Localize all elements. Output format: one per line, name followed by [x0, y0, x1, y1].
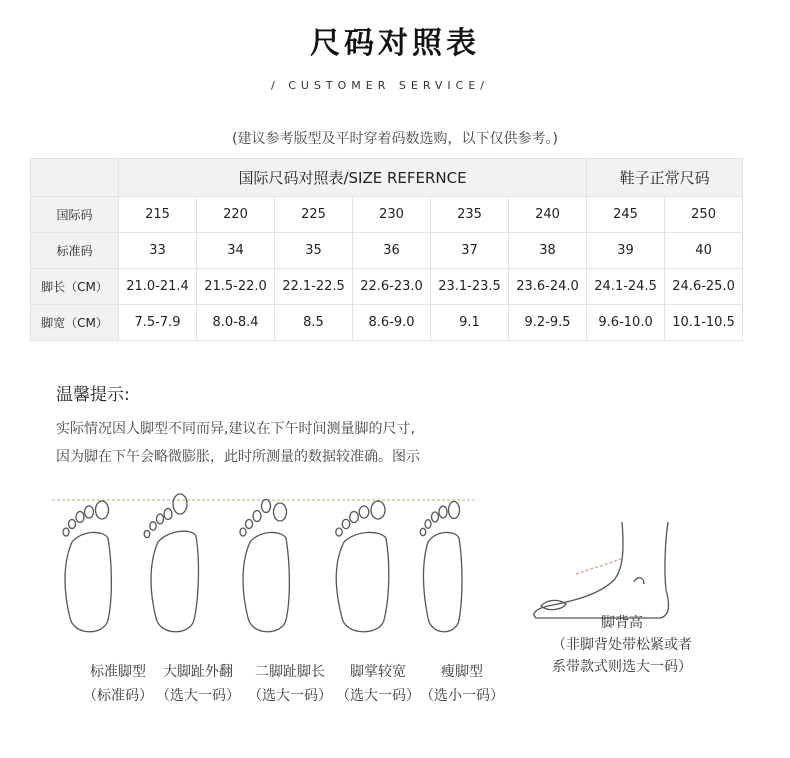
foot-type-advice: （选大一码）: [336, 688, 420, 704]
reference-note: (建议参考版型及平时穿着码数选购，以下仅供参考。): [232, 131, 558, 147]
foot-type-advice: （选大一码）: [248, 688, 332, 704]
table-cell: 36: [353, 233, 431, 269]
table-row: [31, 269, 743, 305]
page-subtitle: / CUSTOMER SERVICE/: [271, 79, 489, 92]
bunion-foot-icon: [144, 494, 198, 632]
size-table: [30, 158, 743, 341]
table-cell: 22.6-23.0: [353, 269, 431, 305]
table-cell: 21.5-22.0: [197, 269, 275, 305]
table-corner-cell: [31, 159, 119, 197]
table-cell: 9.6-10.0: [587, 305, 665, 341]
instep-advice-line-2: 系带款式则选大一码）: [552, 659, 692, 675]
table-cell: 34: [197, 233, 275, 269]
table-cell: 240: [509, 197, 587, 233]
table-cell: 21.0-21.4: [119, 269, 197, 305]
table-cell: 235: [431, 197, 509, 233]
page-title: 尺码对照表: [310, 26, 480, 61]
table-cell: 220: [197, 197, 275, 233]
foot-type-name: 瘦脚型: [441, 664, 483, 680]
row-label: 标准码: [31, 233, 119, 269]
table-cell: 8.5: [275, 305, 353, 341]
table-cell: 23.6-24.0: [509, 269, 587, 305]
table-cell: 39: [587, 233, 665, 269]
tips-title: 温馨提示:: [56, 385, 130, 405]
table-cell: 230: [353, 197, 431, 233]
table-row: [31, 305, 743, 341]
table-side-header: 鞋子正常尺码: [587, 159, 743, 197]
table-header-row: [31, 159, 743, 197]
table-cell: 10.1-10.5: [665, 305, 743, 341]
table-cell: 40: [665, 233, 743, 269]
table-cell: 37: [431, 233, 509, 269]
foot-type-name: 二脚趾脚长: [255, 664, 325, 680]
table-cell: 8.0-8.4: [197, 305, 275, 341]
table-cell: 24.6-25.0: [665, 269, 743, 305]
table-cell: 22.1-22.5: [275, 269, 353, 305]
row-label: 脚宽（CM）: [31, 305, 119, 341]
table-main-header: 国际尺码对照表/SIZE REFERNCE: [119, 159, 587, 197]
foot-type-name: 脚掌较宽: [350, 664, 406, 680]
table-cell: 215: [119, 197, 197, 233]
table-cell: 245: [587, 197, 665, 233]
table-cell: 8.6-9.0: [353, 305, 431, 341]
table-cell: 7.5-7.9: [119, 305, 197, 341]
row-label: 脚长（CM）: [31, 269, 119, 305]
foot-type-caption: [148, 660, 248, 708]
high-instep-foot-icon: [534, 522, 669, 618]
standard-foot-icon: [63, 501, 111, 632]
instep-caption: [532, 612, 712, 678]
row-label: 国际码: [31, 197, 119, 233]
table-cell: 9.1: [431, 305, 509, 341]
slim-foot-icon: [420, 502, 462, 632]
table-row: [31, 233, 743, 269]
foot-type-advice: （选小一码）: [420, 688, 504, 704]
tips-line-2: 因为脚在下午会略微膨胀，此时所测量的数据较准确。图示: [56, 449, 420, 465]
foot-type-caption: [412, 660, 512, 708]
table-row: [31, 197, 743, 233]
table-cell: 24.1-24.5: [587, 269, 665, 305]
instep-advice-line-1: （非脚背处带松紧或者: [552, 637, 692, 653]
foot-type-advice: （选大一码）: [156, 688, 240, 704]
table-cell: 9.2-9.5: [509, 305, 587, 341]
instep-name: 脚背高: [601, 615, 643, 631]
foot-type-name: 标准脚型: [90, 664, 146, 680]
foot-type-advice: （标准码）: [83, 688, 153, 704]
table-cell: 250: [665, 197, 743, 233]
foot-type-name: 大脚趾外翻: [163, 664, 233, 680]
table-cell: 38: [509, 233, 587, 269]
table-cell: 225: [275, 197, 353, 233]
table-cell: 23.1-23.5: [431, 269, 509, 305]
table-cell: 33: [119, 233, 197, 269]
wide-foot-icon: [336, 501, 389, 632]
table-cell: 35: [275, 233, 353, 269]
tips-line-1: 实际情况因人脚型不同而异,建议在下午时间测量脚的尺寸,: [56, 421, 415, 437]
foot-type-caption: [240, 660, 340, 708]
long-second-toe-foot-icon: [240, 500, 289, 632]
